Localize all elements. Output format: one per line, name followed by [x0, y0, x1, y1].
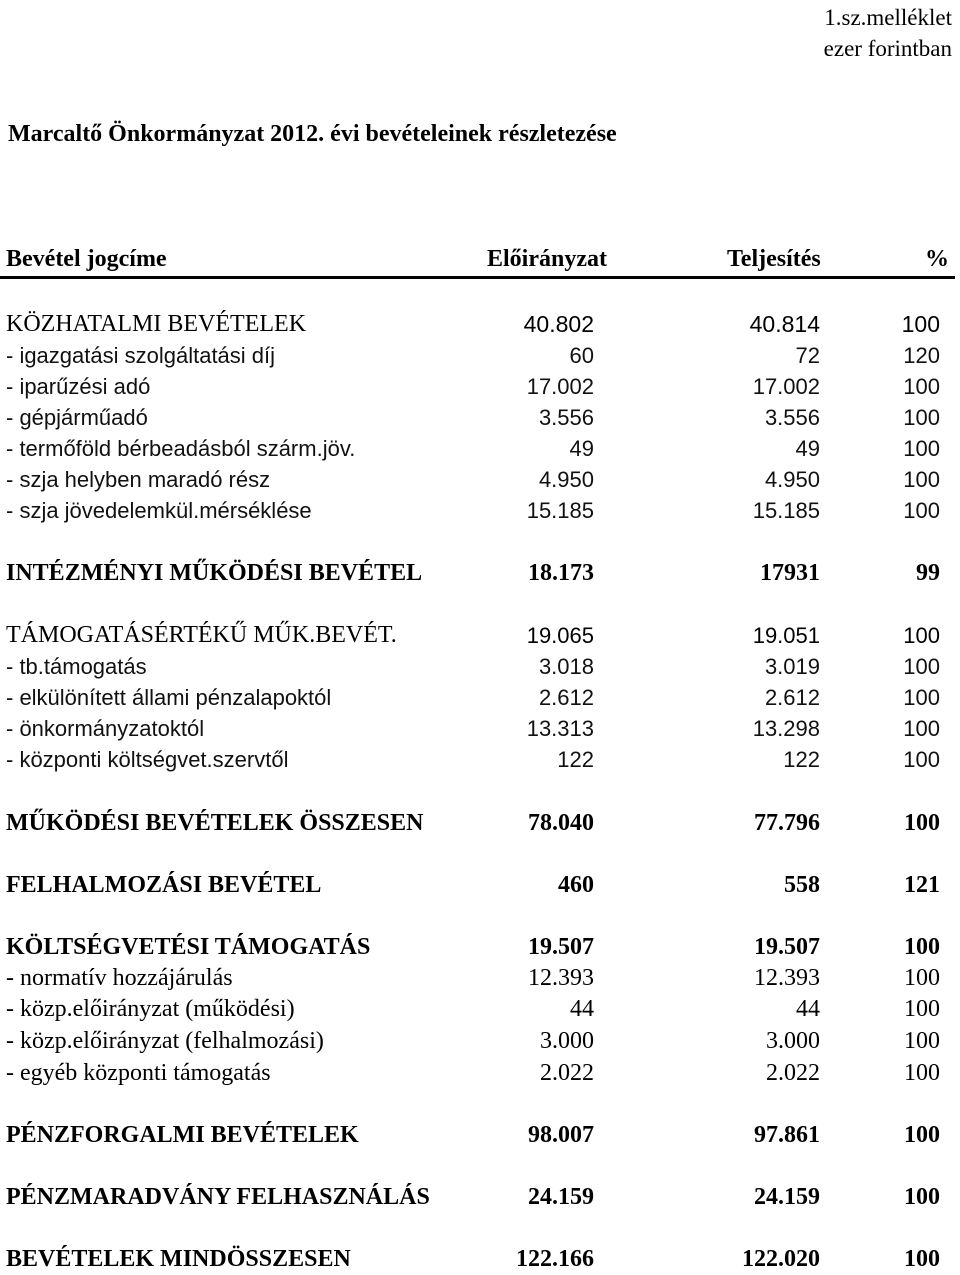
row-plan: 122.166: [516, 1246, 594, 1272]
row-actual: 72: [795, 343, 820, 368]
row-label: MŰKÖDÉSI BEVÉTELEK ÖSSZESEN: [6, 810, 424, 836]
row-plan: 2.022: [540, 1060, 594, 1086]
row-actual: 15.185: [752, 498, 820, 523]
row-label: - elkülönített állami pénzalapoktól: [6, 685, 332, 710]
row-actual: 12.393: [754, 965, 820, 991]
row-plan: 460: [558, 872, 594, 898]
row-percent: 100: [903, 716, 940, 741]
row-actual: 13.298: [752, 716, 820, 741]
row-plan: 44: [570, 996, 594, 1022]
row-actual: 40.814: [749, 311, 820, 337]
row-plan: 78.040: [528, 810, 594, 836]
row-plan: 3.000: [540, 1028, 594, 1054]
row-label: - normatív hozzájárulás: [6, 965, 233, 991]
row-actual: 4.950: [764, 467, 820, 492]
row-plan: 19.507: [528, 934, 594, 960]
row-actual: 19.507: [754, 934, 820, 960]
row-percent: 100: [904, 934, 940, 960]
row-percent: 120: [903, 343, 940, 368]
row-label: - közp.előirányzat (működési): [6, 996, 295, 1022]
row-plan: 24.159: [528, 1184, 594, 1210]
row-percent: 100: [903, 374, 940, 399]
table-row: [0, 994, 960, 1025]
row-label: - közp.előirányzat (felhalmozási): [6, 1028, 324, 1054]
row-plan: 17.002: [526, 374, 594, 399]
row-actual: 49: [795, 436, 820, 461]
row-percent: 100: [904, 996, 940, 1022]
header-percent: %: [925, 246, 949, 272]
table-row: [0, 1182, 960, 1213]
table-row: [0, 1244, 960, 1275]
table-row: [0, 558, 960, 589]
header-label: Bevétel jogcíme: [6, 246, 167, 272]
row-actual: 3.019: [764, 654, 820, 679]
row-plan: 3.018: [538, 654, 594, 679]
table-row: [0, 371, 960, 402]
row-label: PÉNZFORGALMI BEVÉTELEK: [6, 1122, 359, 1148]
table-row: [0, 870, 960, 901]
row-percent: 100: [903, 467, 940, 492]
row-plan: 12.393: [528, 965, 594, 991]
row-percent: 100: [901, 311, 940, 337]
row-percent: 100: [903, 654, 940, 679]
row-label: BEVÉTELEK MINDÖSSZESEN: [6, 1246, 351, 1272]
row-actual: 77.796: [754, 810, 820, 836]
row-percent: 100: [904, 1122, 940, 1148]
row-label: - termőföld bérbeadásból szárm.jöv.: [6, 436, 356, 461]
row-label: KÖZHATALMI BEVÉTELEK: [6, 311, 307, 337]
row-plan: 98.007: [528, 1122, 594, 1148]
row-label: - tb.támogatás: [6, 654, 147, 679]
currency-unit: ezer forintban: [823, 36, 952, 61]
row-actual: 17931: [760, 560, 820, 586]
row-percent: 100: [904, 1060, 940, 1086]
row-percent: 100: [903, 436, 940, 461]
row-plan: 122: [557, 747, 594, 772]
row-actual: 3.556: [764, 405, 820, 430]
row-percent: 100: [903, 747, 940, 772]
table-row: [0, 464, 960, 495]
row-plan: 19.065: [526, 623, 594, 648]
row-label: - központi költségvet.szervtől: [6, 747, 289, 772]
row-actual: 122: [783, 747, 820, 772]
table-row: [0, 932, 960, 963]
table-row: [0, 620, 960, 651]
row-actual: 17.002: [752, 374, 820, 399]
row-actual: 2.612: [764, 685, 820, 710]
row-plan: 13.313: [526, 716, 594, 741]
row-actual: 44: [796, 996, 820, 1022]
row-label: PÉNZMARADVÁNY FELHASZNÁLÁS: [6, 1184, 430, 1210]
row-label: - szja helyben maradó rész: [6, 467, 271, 492]
row-label: - gépjárműadó: [6, 405, 148, 430]
row-percent: 100: [904, 1028, 940, 1054]
row-label: - egyéb központi támogatás: [6, 1060, 271, 1086]
row-percent: 100: [904, 1246, 940, 1272]
row-percent: 100: [904, 1184, 940, 1210]
table-row: [0, 713, 960, 744]
row-percent: 99: [916, 560, 940, 586]
row-label: TÁMOGATÁSÉRTÉKŰ MŰK.BEVÉT.: [6, 622, 397, 648]
row-plan: 4.950: [538, 467, 594, 492]
row-actual: 19.051: [752, 623, 820, 648]
row-percent: 100: [903, 498, 940, 523]
table-row: [0, 1058, 960, 1089]
row-plan: 15.185: [526, 498, 594, 523]
header-plan: Előirányzat: [487, 246, 607, 272]
table-row: [0, 433, 960, 464]
row-percent: 100: [903, 405, 940, 430]
table-row: [0, 651, 960, 682]
table-row: [0, 744, 960, 775]
row-percent: 100: [904, 965, 940, 991]
row-label: - igazgatási szolgáltatási díj: [6, 343, 276, 368]
row-label: KÖLTSÉGVETÉSI TÁMOGATÁS: [6, 934, 371, 960]
annex-number: 1.sz.melléklet: [824, 5, 952, 30]
row-label: - önkormányzatoktól: [6, 716, 205, 741]
table-row: [0, 1026, 960, 1057]
document-title: Marcaltő Önkormányzat 2012. évi bevételeinek részletezése: [8, 121, 617, 147]
table-row: [0, 682, 960, 713]
table-row: [0, 1120, 960, 1151]
row-label: - iparűzési adó: [6, 374, 151, 399]
row-plan: 40.802: [523, 311, 594, 337]
row-actual: 2.022: [766, 1060, 820, 1086]
row-plan: 18.173: [528, 560, 594, 586]
table-row: [0, 495, 960, 526]
row-plan: 3.556: [538, 405, 594, 430]
row-percent: 121: [904, 872, 940, 898]
row-actual: 558: [784, 872, 820, 898]
row-percent: 100: [903, 623, 940, 648]
header-actual: Teljesítés: [727, 246, 821, 272]
table-row: [0, 402, 960, 433]
table-row: [0, 808, 960, 839]
row-plan: 60: [569, 343, 594, 368]
table-row: [0, 963, 960, 994]
row-actual: 3.000: [766, 1028, 820, 1054]
row-label: - szja jövedelemkül.mérséklése: [6, 498, 312, 523]
row-percent: 100: [904, 810, 940, 836]
table-row: [0, 340, 960, 371]
row-actual: 24.159: [754, 1184, 820, 1210]
row-actual: 122.020: [742, 1246, 820, 1272]
row-label: FELHALMOZÁSI BEVÉTEL: [6, 872, 322, 898]
row-plan: 49: [569, 436, 594, 461]
row-percent: 100: [903, 685, 940, 710]
row-plan: 2.612: [538, 685, 594, 710]
row-actual: 97.861: [754, 1122, 820, 1148]
table-row: [0, 309, 960, 340]
row-label: INTÉZMÉNYI MŰKÖDÉSI BEVÉTEL: [6, 560, 423, 586]
